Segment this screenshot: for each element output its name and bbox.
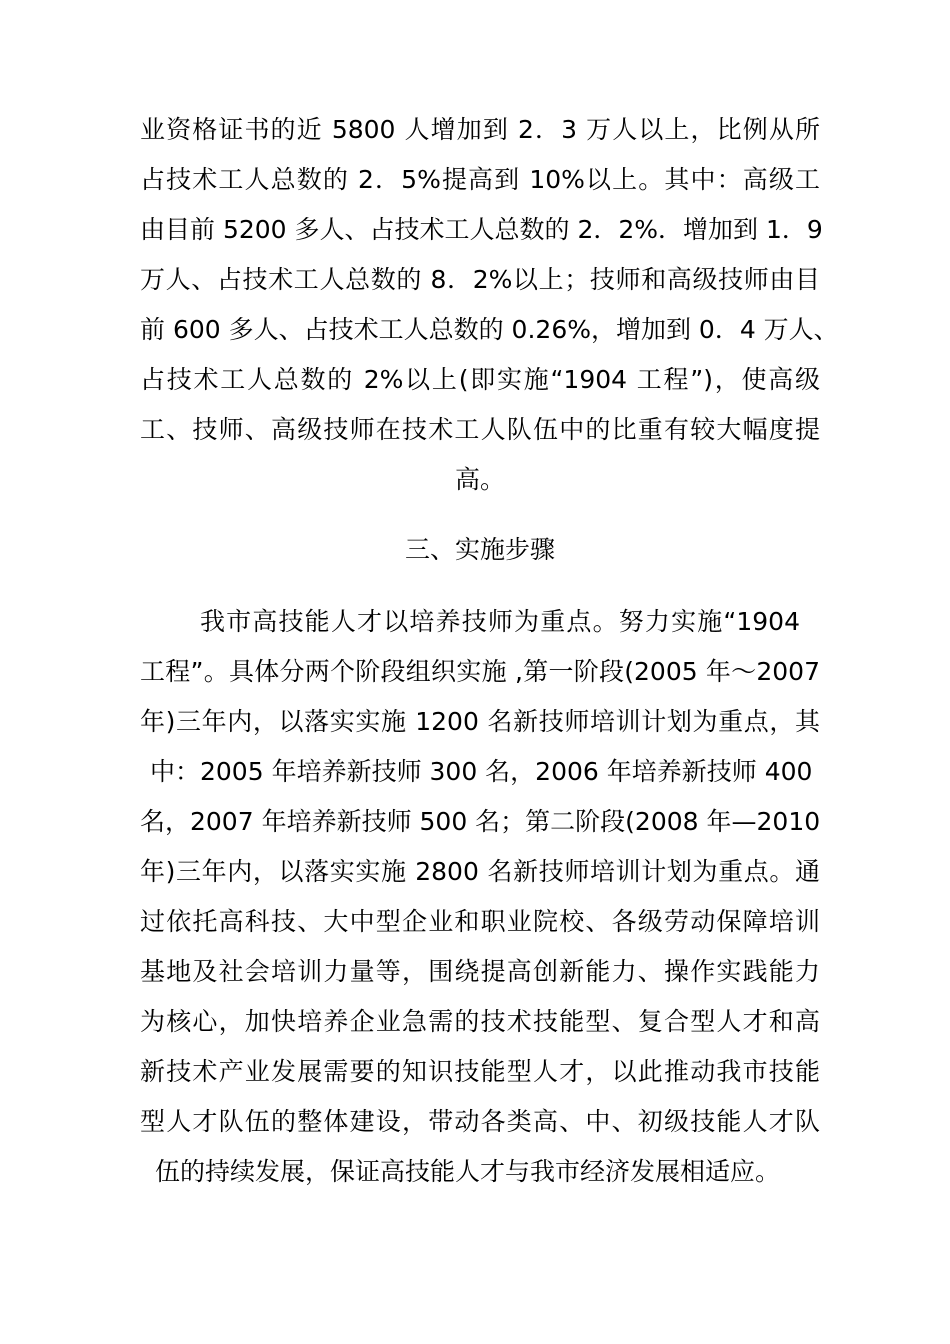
paragraph-2-line-9: 为核心，加快培养企业急需的技术技能型、复合型人才和高 (140, 1007, 820, 1036)
paragraph-2-line-8: 基地及社会培训力量等，围绕提高创新能力、操作实践能力 (140, 957, 820, 986)
paragraph-1-line-6: 占技术工人总数的 2%以上(即实施“1904 工程”)，使高级 (140, 365, 820, 394)
paragraph-1-line-7: 工、技师、高级技师在技术工人队伍中的比重有较大幅度提 (140, 415, 820, 444)
paragraph-2-line-12: 伍的持续发展，保证高技能人才与我市经济发展相适应。 (155, 1157, 781, 1186)
paragraph-1-line-4: 万人、占技术工人总数的 8．2%以上；技师和高级技师由目 (140, 265, 820, 294)
paragraph-2-line-7: 过依托高科技、大中型企业和职业院校、各级劳动保障培训 (140, 907, 820, 936)
paragraph-1-line-1: 业资格证书的近 5800 人增加到 2．3 万人以上，比例从所 (140, 115, 820, 144)
paragraph-2-line-1: 我市高技能人才以培养技师为重点。努力实施“1904 (200, 607, 800, 636)
paragraph-1-line-5: 前 600 多人、占技术工人总数的 0.26%，增加到 0．4 万人、 (140, 315, 839, 344)
paragraph-1-line-8: 高。 (454, 465, 505, 494)
paragraph-2-line-2: 工程”。具体分两个阶段组织实施 ,第一阶段(2005 年～2007 (140, 657, 820, 686)
paragraph-2-line-6: 年)三年内，以落实实施 2800 名新技师培训计划为重点。通 (140, 857, 820, 886)
paragraph-2-line-5: 名，2007 年培养新技师 500 名；第二阶段(2008 年—2010 (140, 807, 821, 836)
paragraph-2-line-10: 新技术产业发展需要的知识技能型人才，以此推动我市技能 (140, 1057, 820, 1086)
paragraph-1-line-2: 占技术工人总数的 2．5%提高到 10%以上。其中：高级工 (140, 165, 820, 194)
paragraph-2-line-4: 中：2005 年培养新技师 300 名，2006 年培养新技师 400 (150, 757, 813, 786)
paragraph-2-line-11: 型人才队伍的整体建设，带动各类高、中、初级技能人才队 (140, 1107, 820, 1136)
paragraph-1-line-3: 由目前 5200 多人、占技术工人总数的 2．2%．增加到 1．9 (140, 215, 823, 244)
section-heading: 三、实施步骤 (404, 535, 555, 564)
paragraph-2-line-3: 年)三年内，以落实实施 1200 名新技师培训计划为重点，其 (140, 707, 820, 736)
